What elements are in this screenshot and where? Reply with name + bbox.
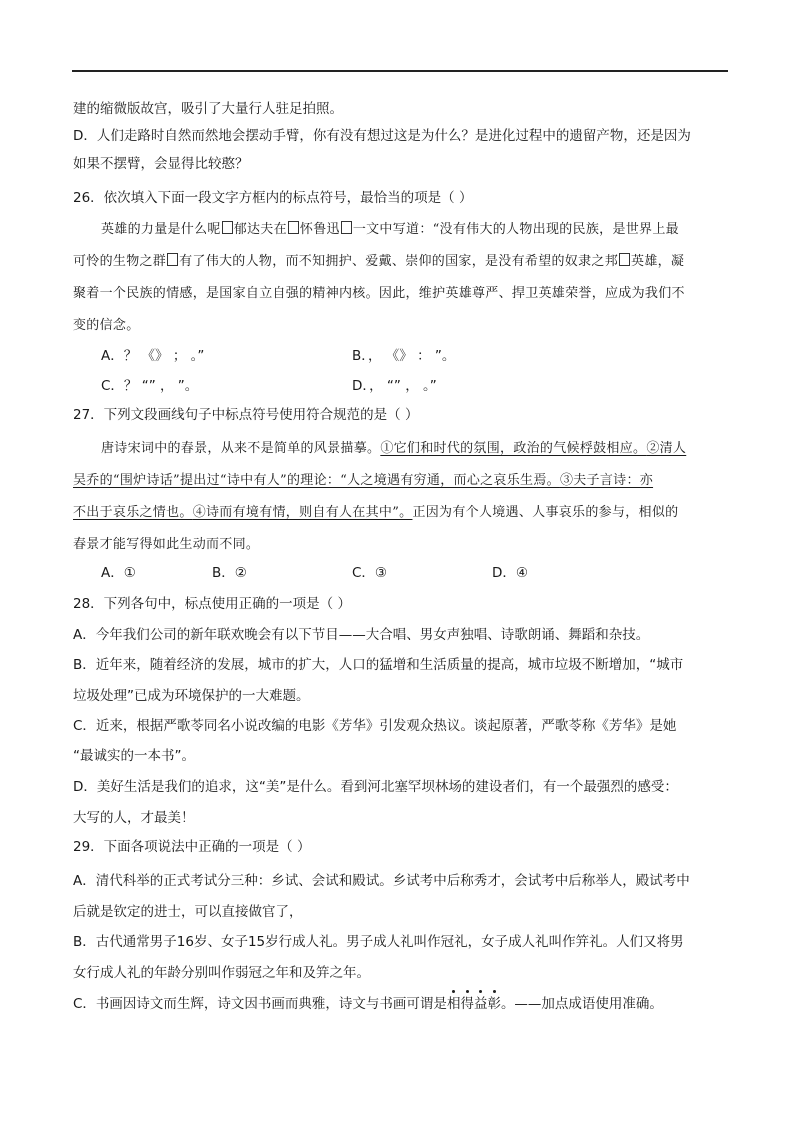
q29-option-b-line1[interactable]: B．古代通常男子16岁、女子15岁行成人礼。男子成人礼叫作冠礼，女子成人礼叫作笄礼。人们又将男 <box>73 934 684 950</box>
emphasis-dot-char: 相 <box>446 996 461 1012</box>
q26-passage-line2: 可怜的生物之群 有了伟大的人物，而不知拥护、爱戴、崇仰的国家，是没有希望的奴隶之邦 英雄，凝 <box>73 254 685 269</box>
blank-box <box>167 253 178 266</box>
emphasis-dot-char: 彰 <box>487 996 501 1012</box>
q26-option-a[interactable]: A．？ 《》 ； 。” <box>101 348 205 364</box>
q27-option-b[interactable]: B．② <box>212 565 247 581</box>
blank-box <box>619 253 630 266</box>
q27-option-d[interactable]: D．④ <box>492 565 528 581</box>
q25-option-d-line2: 如果不摆臂，会显得比较憨？ <box>73 156 249 172</box>
q26-passage-line4: 变的信念。 <box>73 318 140 333</box>
emphasis-dot-char: 益 <box>473 996 488 1012</box>
blank-box <box>222 221 233 234</box>
q26-stem: 26．依次填入下面一段文字方框内的标点符号，最恰当的项是（ ） <box>73 190 473 206</box>
q28-option-b-line1[interactable]: B．近年来，随着经济的发展，城市的扩大，人口的猛增和生活质量的提高，城市垃圾不断增加，“城市 <box>73 657 684 673</box>
q27-passage-line3: 不出于哀乐之情也。④诗而有境有情，则自有人在其中”。正因为有个人境遇、人事哀乐的参与，相似的 <box>73 505 679 520</box>
q26-passage-line1: 英雄的力量是什么呢 郁达夫在 怀鲁迅 一文中写道：“没有伟大的人物出现的民族，是世界上最 <box>101 222 679 237</box>
q26-option-c[interactable]: C．？ “” ， ”。 <box>101 378 199 394</box>
q28-stem: 28．下列各句中，标点使用正确的一项是（ ） <box>73 596 351 612</box>
q27-stem: 27．下列文段画线句子中标点符号使用符合规范的是（ ） <box>73 407 419 423</box>
q27-passage-line2: 吴乔的“围炉诗话”提出过“诗中有人”的理论：“人之境遇有穷通，而心之哀乐生焉。③夫子言诗：亦 <box>73 473 654 488</box>
q29-option-a-line2: 后就是钦定的进士，可以直接做官了， <box>73 904 303 920</box>
q28-option-a[interactable]: A．今年我们公司的新年联欢晚会有以下节目——大合唱、男女声独唱、诗歌朗诵、舞蹈和杂技。 <box>73 627 650 643</box>
q27-passage-line4: 春景才能写得如此生动而不同。 <box>73 537 260 552</box>
q29-option-b-line2: 女行成人礼的年龄分别叫作弱冠之年和及笄之年。 <box>73 965 370 981</box>
q26-passage-line3: 聚着一个民族的情感，是国家自立自强的精神内核。因此，维护英雄尊严、捍卫英雄荣誉，应成为我们不 <box>73 286 685 301</box>
q28-option-b-line2: 垃圾处理”已成为环境保护的一大难题。 <box>73 688 310 704</box>
blank-box <box>288 221 299 234</box>
underlined-sentence: ①它们和时代的氛围，政治的气候桴鼓相应。 <box>380 441 647 456</box>
q29-option-c[interactable]: C．书画因诗文而生辉，诗文因书画而典雅，诗文与书画可谓是相得益彰。——加点成语使用准确。 <box>73 996 663 1012</box>
blank-box <box>341 221 352 234</box>
q29-option-a-line1[interactable]: A．清代科举的正式考试分三种：乡试、会试和殿试。乡试考中后称秀才，会试考中后称举人，殿试考中 <box>73 873 690 889</box>
q28-option-d-line1[interactable]: D．美好生活是我们的追求，这“美”是什么。看到河北塞罕坝林场的建设者们，有一个最强烈的感受： <box>73 779 678 795</box>
continuation-text: 建的缩微版故宫，吸引了大量行人驻足拍照。 <box>73 101 343 117</box>
q26-option-b[interactable]: B．， 《》 ： ”。 <box>352 348 456 364</box>
q28-option-d-line2: 大写的人，才最美！ <box>73 810 195 826</box>
q28-option-c-line2: “最诚实的一本书”。 <box>73 748 195 764</box>
header-rule <box>72 70 728 72</box>
q28-option-c-line1[interactable]: C．近来，根据严歌苓同名小说改编的电影《芳华》引发观众热议。谈起原著，严歌苓称《芳华》是她 <box>73 718 677 734</box>
q26-option-d[interactable]: D．， “” ， 。” <box>352 378 437 394</box>
q27-option-a[interactable]: A．① <box>101 565 136 581</box>
q29-stem: 29．下面各项说法中正确的一项是（ ） <box>73 839 311 855</box>
q27-option-c[interactable]: C．③ <box>352 565 388 581</box>
emphasis-dot-char: 得 <box>460 996 474 1012</box>
q25-option-d-line1: D．人们走路时自然而然地会摆动手臂，你有没有想过这是为什么？是进化过程中的遗留产物，还是因为 <box>73 128 691 144</box>
q27-passage-line1: 唐诗宋词中的春景，从来不是简单的风景描摹。①它们和时代的氛围，政治的气候桴鼓相应。②清人 <box>101 441 687 456</box>
